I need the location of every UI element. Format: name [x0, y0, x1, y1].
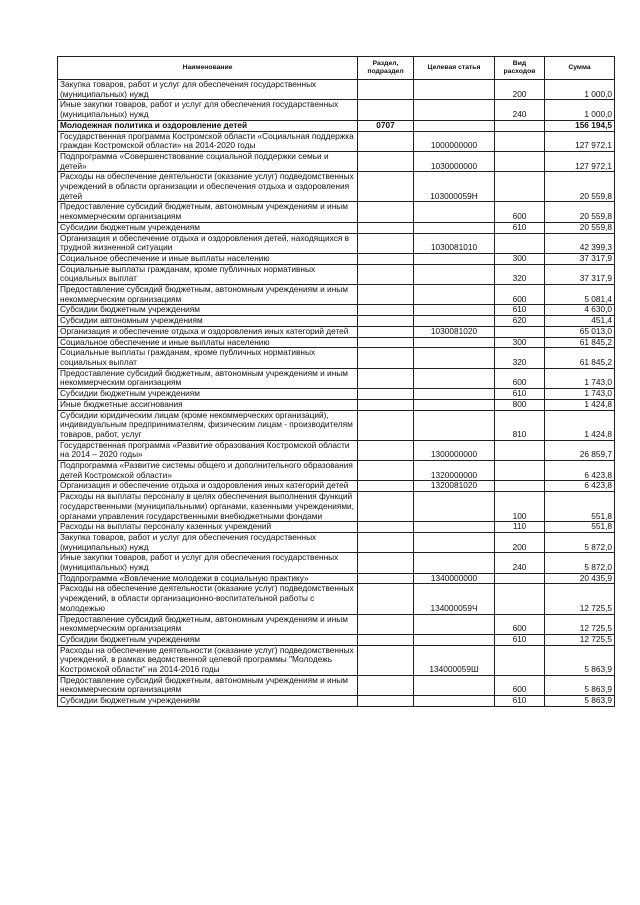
- cell-sum: 12 725,5: [545, 584, 615, 614]
- cell-kind: 320: [495, 348, 545, 368]
- cell-section: [358, 634, 414, 645]
- table-row: [58, 202, 615, 222]
- cell-section: [358, 233, 414, 253]
- cell-kind: 620: [495, 316, 545, 327]
- cell-section: [358, 368, 414, 388]
- cell-sum: 551,8: [545, 522, 615, 533]
- cell-name: Предоставление субсидий бюджетным, автономным учреждениям и иным некоммерческим организациям: [58, 675, 358, 695]
- cell-name: Субсидии автономным учреждениям: [58, 316, 358, 327]
- cell-name: Подпрограмма «Вовлечение молодежи в социальную практику»: [58, 573, 358, 584]
- cell-section: [358, 389, 414, 400]
- cell-name: Предоставление субсидий бюджетным, автономным учреждениям и иным некоммерческим организациям: [58, 614, 358, 634]
- header-target: Целевая статья: [414, 57, 495, 80]
- cell-target: [414, 202, 495, 222]
- cell-section: [358, 337, 414, 348]
- cell-section: [358, 316, 414, 327]
- cell-target: 103000059Н: [414, 172, 495, 202]
- cell-section: [358, 264, 414, 284]
- cell-kind: 100: [495, 492, 545, 522]
- cell-section: [358, 481, 414, 492]
- cell-name: Подпрограмма «Развитие системы общего и дополнительного образования детей Костромской области»: [58, 461, 358, 481]
- cell-kind: 600: [495, 202, 545, 222]
- cell-target: [414, 675, 495, 695]
- cell-name: Субсидии бюджетным учреждениям: [58, 222, 358, 233]
- cell-kind: 600: [495, 285, 545, 305]
- cell-sum: 61 845,2: [545, 348, 615, 368]
- cell-section: [358, 100, 414, 120]
- cell-target: 1030081020: [414, 326, 495, 337]
- table-row: [58, 522, 615, 533]
- table-row: [58, 120, 615, 131]
- cell-target: 1320081020: [414, 481, 495, 492]
- cell-kind: 810: [495, 410, 545, 440]
- table-row: [58, 316, 615, 327]
- cell-kind: [495, 131, 545, 151]
- cell-sum: 61 845,2: [545, 337, 615, 348]
- cell-kind: [495, 440, 545, 460]
- table-row: [58, 532, 615, 552]
- cell-name: Предоставление субсидий бюджетным, автономным учреждениям и иным некоммерческим организациям: [58, 202, 358, 222]
- cell-target: 1320000000: [414, 461, 495, 481]
- cell-section: [358, 399, 414, 410]
- cell-sum: 65 013,0: [545, 326, 615, 337]
- cell-target: 1000000000: [414, 131, 495, 151]
- cell-name: Социальное обеспечение и иные выплаты населению: [58, 337, 358, 348]
- cell-sum: 37 317,9: [545, 253, 615, 264]
- cell-section: [358, 614, 414, 634]
- cell-sum: 12 725,5: [545, 614, 615, 634]
- table-row: [58, 440, 615, 460]
- cell-kind: [495, 233, 545, 253]
- cell-target: 1030081010: [414, 233, 495, 253]
- cell-name: Иные бюджетные ассигнования: [58, 399, 358, 410]
- table-row: [58, 172, 615, 202]
- cell-sum: 1 743,0: [545, 368, 615, 388]
- cell-target: [414, 253, 495, 264]
- cell-sum: 1 424,8: [545, 410, 615, 440]
- table-row: [58, 337, 615, 348]
- cell-name: Расходы на обеспечение деятельности (оказание услуг) подведомственных учреждений, в области организационно-воспитательной работы с молодежью: [58, 584, 358, 614]
- cell-sum: 20 559,8: [545, 172, 615, 202]
- cell-target: [414, 553, 495, 573]
- cell-name: Расходы на выплаты персоналу казенных учреждений: [58, 522, 358, 533]
- cell-sum: 156 194,5: [545, 120, 615, 131]
- table-row: [58, 573, 615, 584]
- cell-name: Иные закупки товаров, работ и услуг для обеспечения государственных (муниципальных) нужд: [58, 553, 358, 573]
- cell-target: [414, 368, 495, 388]
- cell-sum: 1 000,0: [545, 100, 615, 120]
- cell-kind: 240: [495, 100, 545, 120]
- cell-name: Социальные выплаты гражданам, кроме публичных нормативных социальных выплат: [58, 348, 358, 368]
- cell-kind: 300: [495, 337, 545, 348]
- cell-kind: 600: [495, 675, 545, 695]
- cell-sum: 42 399,3: [545, 233, 615, 253]
- cell-kind: [495, 151, 545, 171]
- cell-kind: 610: [495, 222, 545, 233]
- cell-target: [414, 492, 495, 522]
- cell-sum: 551,8: [545, 492, 615, 522]
- cell-name: Предоставление субсидий бюджетным, автономным учреждениям и иным некоммерческим организациям: [58, 285, 358, 305]
- cell-target: [414, 389, 495, 400]
- cell-section: [358, 151, 414, 171]
- cell-target: [414, 522, 495, 533]
- table-row: [58, 461, 615, 481]
- cell-target: [414, 532, 495, 552]
- cell-name: Расходы на обеспечение деятельности (оказание услуг) подведомственных учреждений, в рамках ведомственной целевой программы "Молодежь Костромской области" на 2014-2016 годы: [58, 645, 358, 675]
- cell-kind: 610: [495, 696, 545, 707]
- cell-section: [358, 348, 414, 368]
- cell-name: Субсидии бюджетным учреждениям: [58, 305, 358, 316]
- cell-kind: [495, 481, 545, 492]
- table-row: [58, 492, 615, 522]
- cell-target: 1030000000: [414, 151, 495, 171]
- table-row: [58, 399, 615, 410]
- cell-target: [414, 410, 495, 440]
- cell-kind: 110: [495, 522, 545, 533]
- table-row: [58, 389, 615, 400]
- cell-sum: 1 000,0: [545, 80, 615, 100]
- cell-kind: 610: [495, 634, 545, 645]
- table-row: [58, 553, 615, 573]
- table-row: [58, 253, 615, 264]
- cell-name: Закупка товаров, работ и услуг для обеспечения государственных (муниципальных) нужд: [58, 532, 358, 552]
- table-row: [58, 80, 615, 100]
- cell-name: Субсидии бюджетным учреждениям: [58, 389, 358, 400]
- cell-section: [358, 461, 414, 481]
- table-header-row: [58, 57, 615, 80]
- budget-table: [57, 56, 615, 707]
- table-row: [58, 410, 615, 440]
- cell-section: [358, 410, 414, 440]
- table-row: [58, 264, 615, 284]
- cell-section: [358, 80, 414, 100]
- cell-kind: [495, 326, 545, 337]
- table-row: [58, 151, 615, 171]
- table-row: [58, 326, 615, 337]
- cell-sum: 4 630,0: [545, 305, 615, 316]
- cell-kind: [495, 461, 545, 481]
- table-row: [58, 634, 615, 645]
- cell-target: 134000059Ш: [414, 645, 495, 675]
- cell-section: [358, 285, 414, 305]
- cell-name: Социальные выплаты гражданам, кроме публичных нормативных социальных выплат: [58, 264, 358, 284]
- cell-target: [414, 316, 495, 327]
- cell-target: [414, 100, 495, 120]
- cell-sum: 5 081,4: [545, 285, 615, 305]
- cell-section: [358, 573, 414, 584]
- cell-kind: [495, 645, 545, 675]
- cell-sum: 5 872,0: [545, 532, 615, 552]
- cell-section: [358, 131, 414, 151]
- cell-kind: [495, 573, 545, 584]
- cell-section: [358, 222, 414, 233]
- cell-section: [358, 696, 414, 707]
- cell-target: [414, 634, 495, 645]
- cell-name: Субсидии юридическим лицам (кроме некоммерческих организаций), индивидуальным предпринимателям, физическим лицам - производителям товаров, работ, услуг: [58, 410, 358, 440]
- cell-sum: 451,4: [545, 316, 615, 327]
- table-row: [58, 368, 615, 388]
- cell-kind: 600: [495, 368, 545, 388]
- cell-sum: 5 872,0: [545, 553, 615, 573]
- cell-target: [414, 614, 495, 634]
- header-section: Раздел, подраздел: [358, 57, 414, 80]
- cell-sum: 20 435,9: [545, 573, 615, 584]
- cell-section: [358, 522, 414, 533]
- budget-table-page: [57, 56, 614, 707]
- cell-name: Организация и обеспечение отдыха и оздоровления иных категорий детей: [58, 481, 358, 492]
- cell-kind: [495, 120, 545, 131]
- cell-sum: 127 972,1: [545, 151, 615, 171]
- cell-target: [414, 285, 495, 305]
- cell-target: [414, 337, 495, 348]
- cell-name: Социальное обеспечение и иные выплаты населению: [58, 253, 358, 264]
- cell-sum: 127 972,1: [545, 131, 615, 151]
- table-row: [58, 584, 615, 614]
- cell-kind: 800: [495, 399, 545, 410]
- cell-target: [414, 264, 495, 284]
- cell-sum: 37 317,9: [545, 264, 615, 284]
- cell-kind: 200: [495, 80, 545, 100]
- cell-section: 0707: [358, 120, 414, 131]
- cell-section: [358, 326, 414, 337]
- cell-target: 134000059Ч: [414, 584, 495, 614]
- cell-target: [414, 348, 495, 368]
- header-name: Наименование: [58, 57, 358, 80]
- cell-sum: 6 423,8: [545, 461, 615, 481]
- cell-target: [414, 696, 495, 707]
- cell-sum: 20 559,8: [545, 202, 615, 222]
- cell-section: [358, 202, 414, 222]
- cell-section: [358, 645, 414, 675]
- header-kind: Вид расходов: [495, 57, 545, 80]
- table-row: [58, 675, 615, 695]
- cell-name: Расходы на выплаты персоналу в целях обеспечения выполнения функций государственными (муниципальными) органами, казенными учреждениями, органами управления государственными внебюджетными фондами: [58, 492, 358, 522]
- cell-name: Государственная программа «Развитие образования Костромской области на 2014 – 2020 годы»: [58, 440, 358, 460]
- cell-sum: 6 423,8: [545, 481, 615, 492]
- header-sum: Сумма: [545, 57, 615, 80]
- cell-kind: 320: [495, 264, 545, 284]
- cell-kind: 240: [495, 553, 545, 573]
- table-row: [58, 233, 615, 253]
- table-row: [58, 614, 615, 634]
- table-row: [58, 481, 615, 492]
- cell-section: [358, 253, 414, 264]
- cell-sum: 12 725,5: [545, 634, 615, 645]
- cell-kind: [495, 172, 545, 202]
- cell-target: [414, 80, 495, 100]
- cell-section: [358, 440, 414, 460]
- cell-name: Расходы на обеспечение деятельности (оказание услуг) подведомственных учреждений в области организации и обеспечения отдыха и оздоровления детей: [58, 172, 358, 202]
- cell-name: Подпрограмма «Совершенствование социальной поддержки семьи и детей»: [58, 151, 358, 171]
- table-row: [58, 696, 615, 707]
- cell-sum: 20 559,8: [545, 222, 615, 233]
- cell-name: Закупка товаров, работ и услуг для обеспечения государственных (муниципальных) нужд: [58, 80, 358, 100]
- cell-section: [358, 492, 414, 522]
- cell-name: Субсидии бюджетным учреждениям: [58, 634, 358, 645]
- table-body: [58, 80, 615, 707]
- cell-kind: 600: [495, 614, 545, 634]
- cell-section: [358, 584, 414, 614]
- cell-section: [358, 172, 414, 202]
- cell-kind: 300: [495, 253, 545, 264]
- cell-sum: 1 424,8: [545, 399, 615, 410]
- table-row: [58, 348, 615, 368]
- table-row: [58, 645, 615, 675]
- cell-target: [414, 399, 495, 410]
- cell-kind: [495, 584, 545, 614]
- cell-section: [358, 532, 414, 552]
- table-row: [58, 100, 615, 120]
- table-row: [58, 222, 615, 233]
- table-row: [58, 305, 615, 316]
- cell-target: 1340000000: [414, 573, 495, 584]
- cell-name: Иные закупки товаров, работ и услуг для обеспечения государственных (муниципальных) нужд: [58, 100, 358, 120]
- cell-sum: 5 863,9: [545, 675, 615, 695]
- table-row: [58, 131, 615, 151]
- cell-target: [414, 222, 495, 233]
- cell-sum: 5 863,9: [545, 645, 615, 675]
- cell-name: Организация и обеспечение отдыха и оздоровления иных категорий детей: [58, 326, 358, 337]
- cell-name: Предоставление субсидий бюджетным, автономным учреждениям и иным некоммерческим организациям: [58, 368, 358, 388]
- cell-kind: 610: [495, 389, 545, 400]
- cell-sum: 5 863,9: [545, 696, 615, 707]
- cell-section: [358, 305, 414, 316]
- cell-name: Молодежная политика и оздоровление детей: [58, 120, 358, 131]
- cell-section: [358, 553, 414, 573]
- cell-target: 1300000000: [414, 440, 495, 460]
- cell-section: [358, 675, 414, 695]
- cell-target: [414, 305, 495, 316]
- cell-kind: 200: [495, 532, 545, 552]
- cell-sum: 1 743,0: [545, 389, 615, 400]
- cell-name: Организация и обеспечение отдыха и оздоровления детей, находящихся в трудной жизненной ситуации: [58, 233, 358, 253]
- cell-name: Государственная программа Костромской области «Социальная поддержка граждан Костромской области» на 2014-2020 годы: [58, 131, 358, 151]
- cell-kind: 610: [495, 305, 545, 316]
- cell-sum: 26 859,7: [545, 440, 615, 460]
- cell-target: [414, 120, 495, 131]
- cell-name: Субсидии бюджетным учреждениям: [58, 696, 358, 707]
- table-row: [58, 285, 615, 305]
